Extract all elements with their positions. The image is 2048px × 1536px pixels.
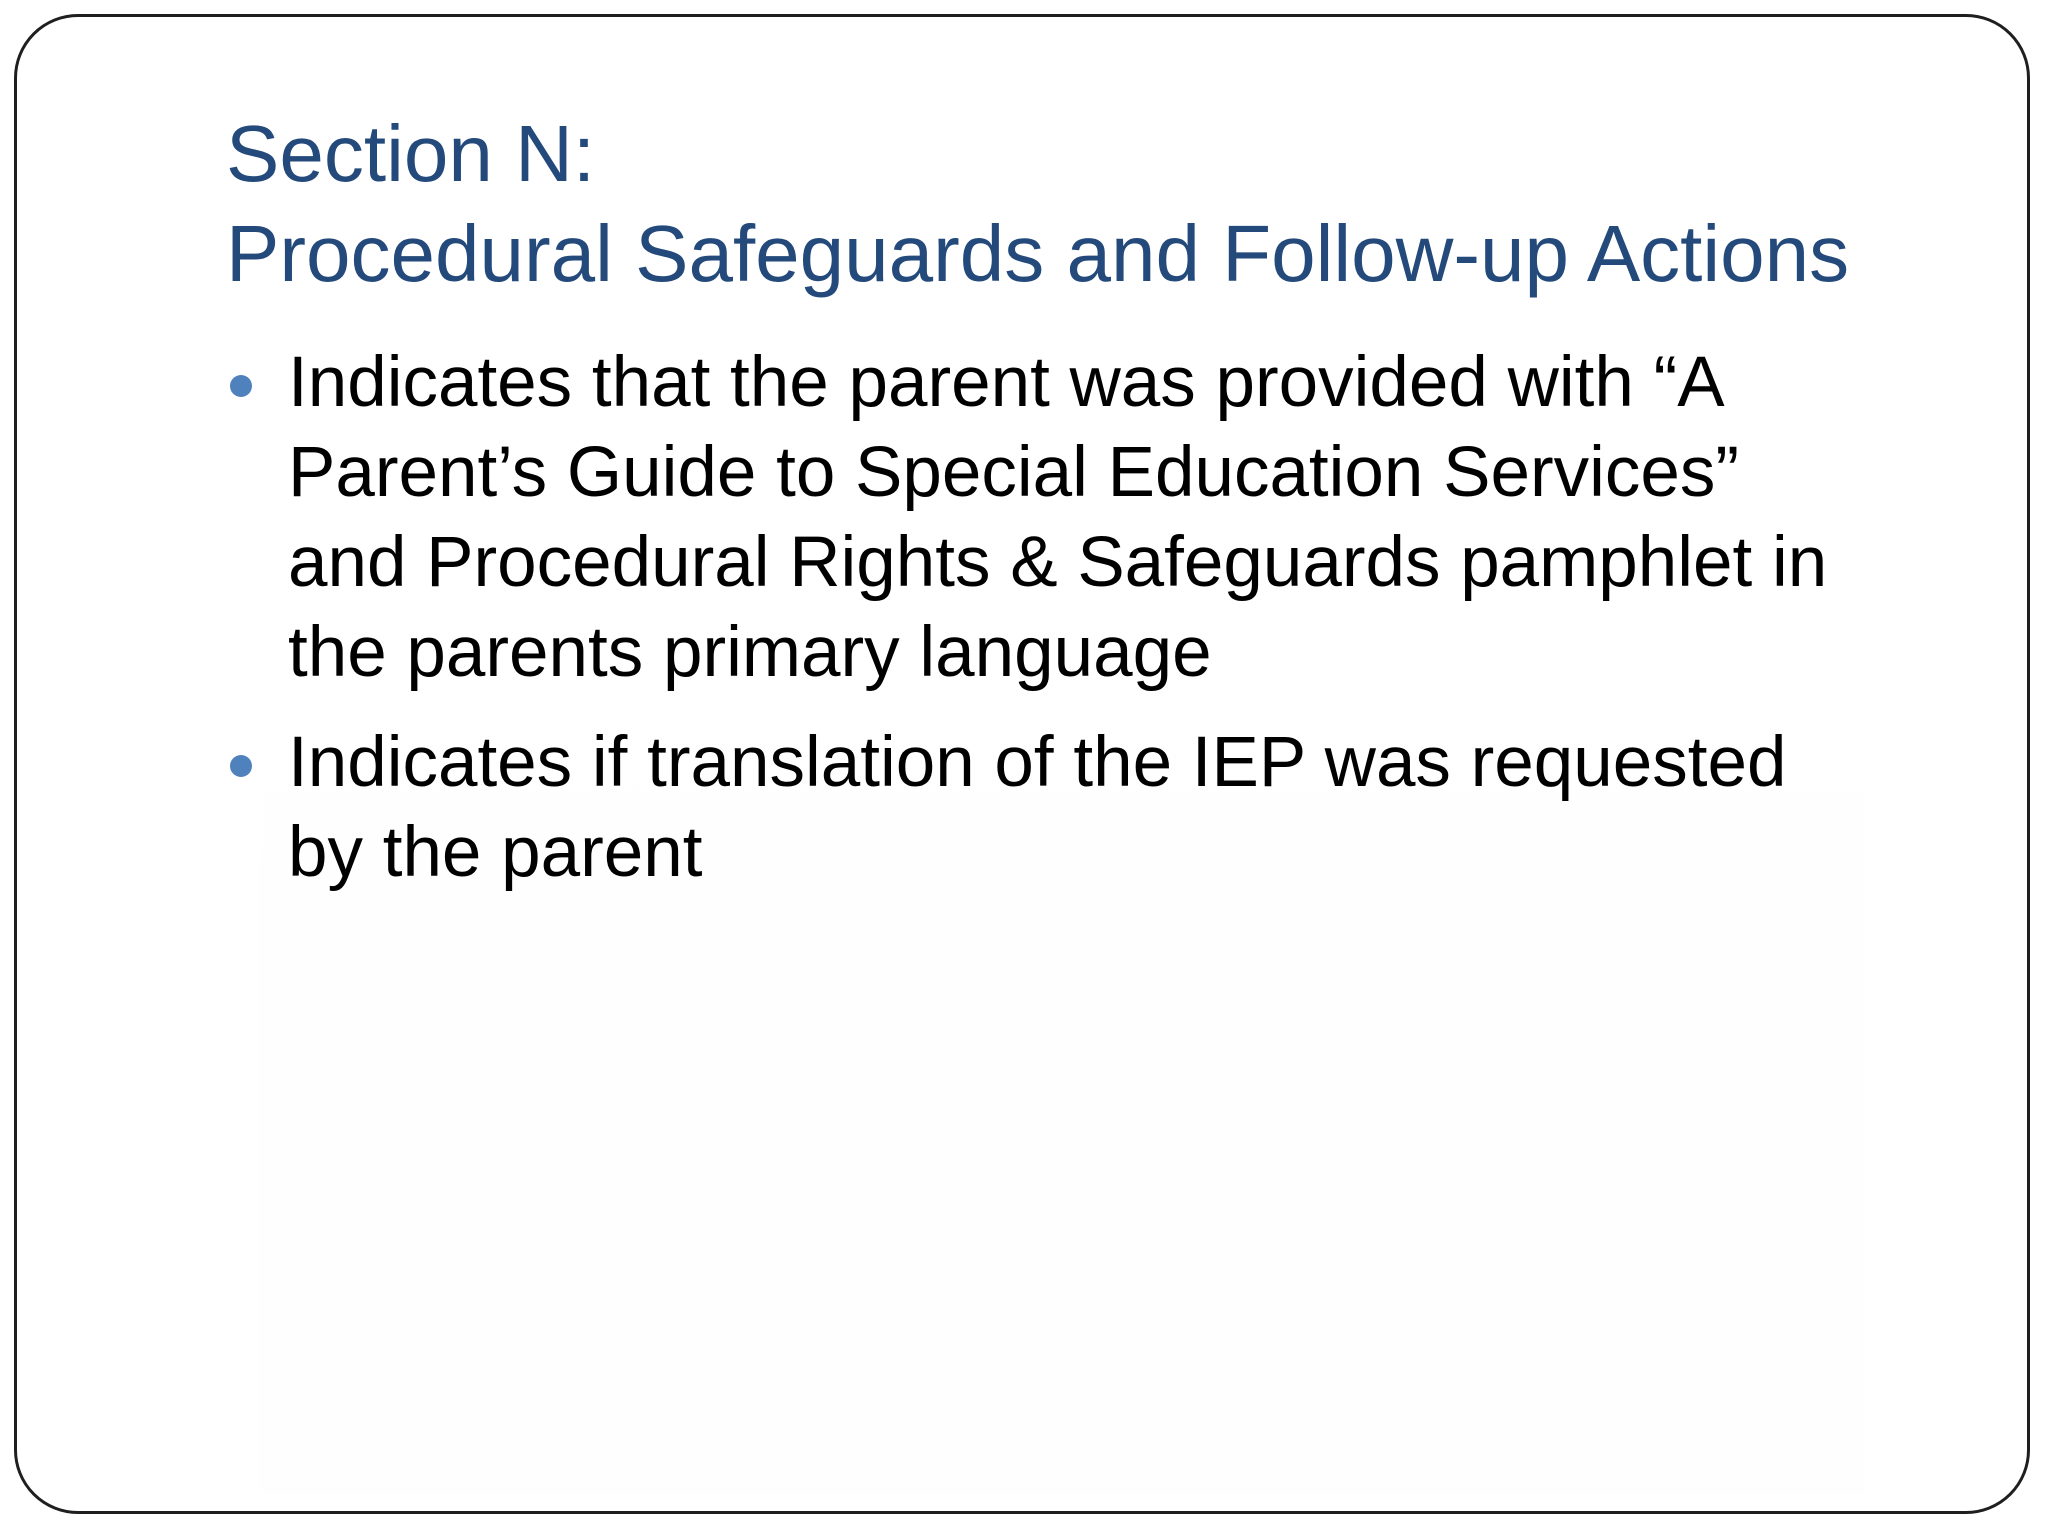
bullet-text <box>288 718 1948 898</box>
slide-title-line-2: Procedural Safeguards and Follow-up Actions <box>226 209 1850 298</box>
bullet-line: by the parent <box>288 813 703 892</box>
bullet-dot-icon <box>230 375 252 397</box>
bullet-line: Parent’s Guide to Special Education Services” <box>288 433 1740 512</box>
bullet-text <box>288 338 1948 698</box>
bullet-line: Indicates that the parent was provided with “A <box>288 343 1725 422</box>
slide-title-line-1: Section N: <box>226 109 596 198</box>
bullet-item <box>226 718 1926 898</box>
bullet-item <box>226 338 1926 698</box>
bullet-list <box>226 338 1926 918</box>
bullet-line: and Procedural Rights & Safeguards pamphlet in <box>288 523 1828 602</box>
bullet-line: Indicates if translation of the IEP was requested <box>288 723 1787 802</box>
bullet-dot-icon <box>230 755 252 777</box>
slide-title <box>226 104 1926 304</box>
bullet-line: the parents primary language <box>288 613 1212 692</box>
